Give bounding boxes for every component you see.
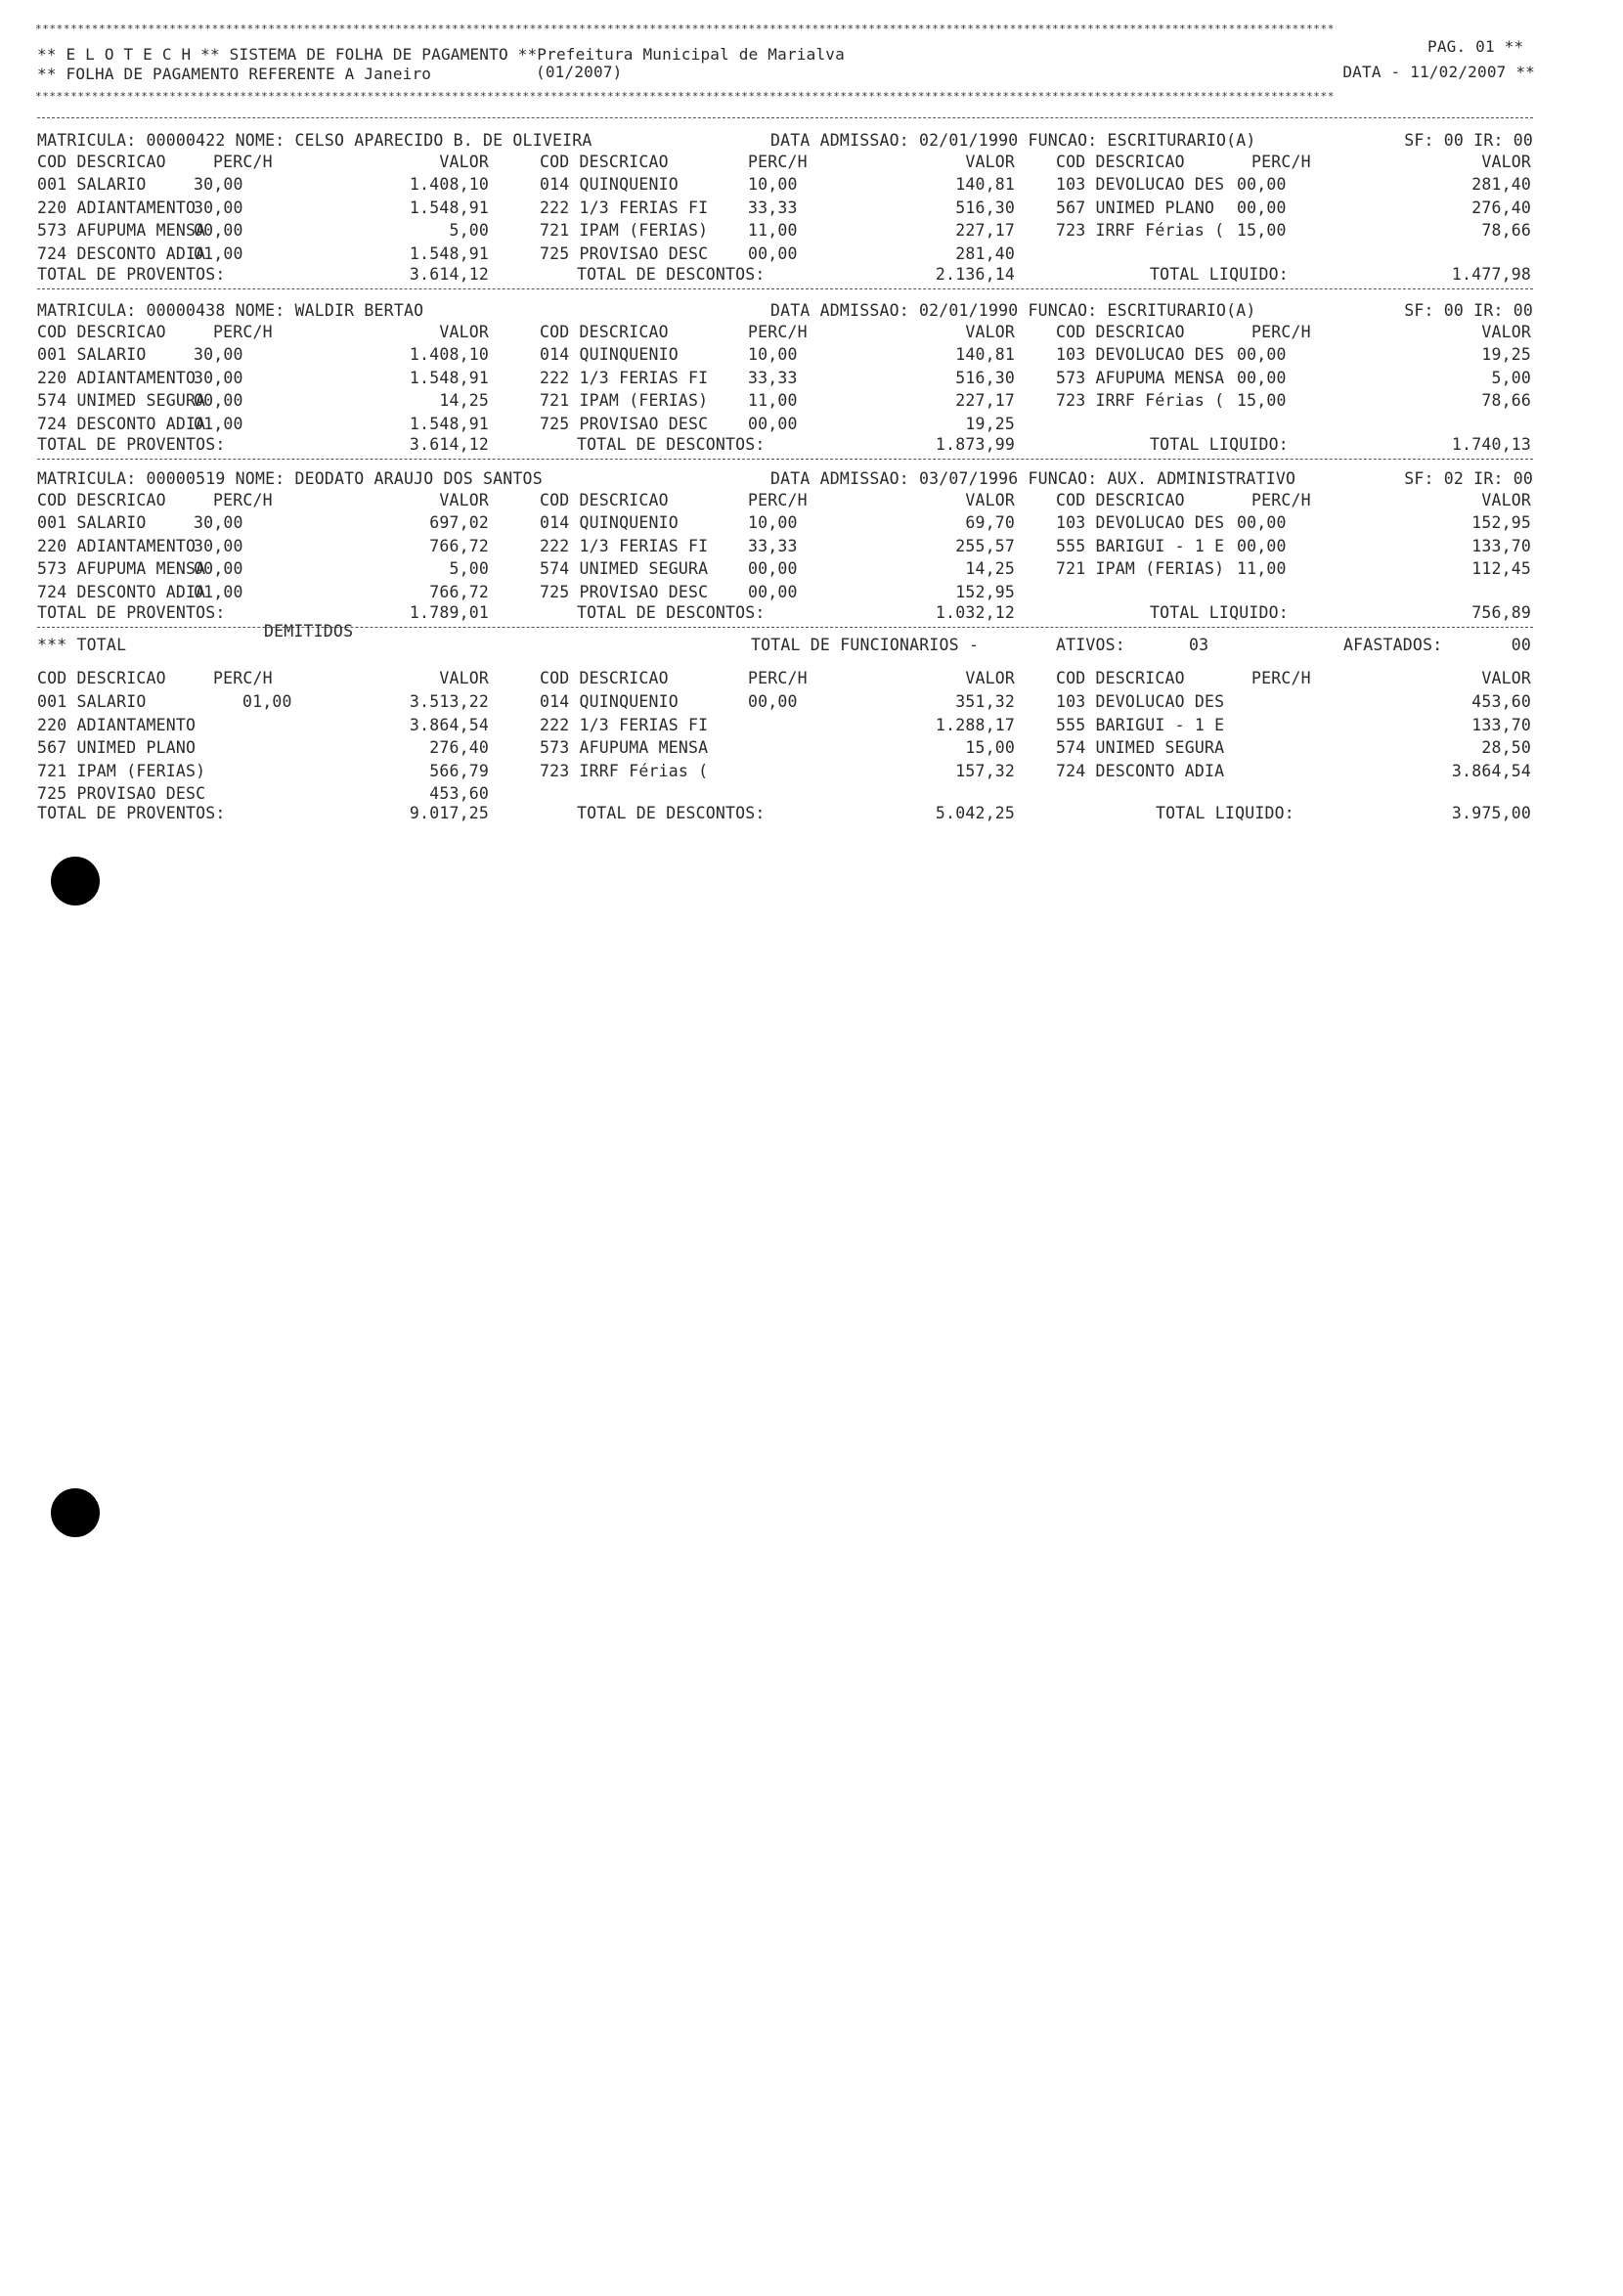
summary-desconto-valor: 133,70	[1471, 715, 1531, 734]
desconto-valor: 516,30	[955, 198, 1015, 217]
desconto-desc: 723 IRRF Férias (	[1056, 391, 1225, 410]
col-header-valor: VALOR	[1481, 323, 1531, 341]
total-liquido-value: 756,89	[1471, 603, 1531, 622]
col-header-cod-descricao: COD DESCRICAO	[37, 323, 166, 341]
desconto-valor: 152,95	[1471, 513, 1531, 532]
summary-provento-desc: 001 SALARIO	[37, 692, 147, 711]
col-header-perc: PERC/H	[1251, 153, 1311, 171]
desconto-valor: 255,57	[955, 536, 1015, 555]
summary-total-proventos-value: 9.017,25	[409, 803, 489, 822]
employee-sf-ir: SF: 00 IR: 00	[1404, 301, 1533, 320]
summary-desconto-valor: 3.864,54	[1451, 761, 1531, 780]
col-header-valor: VALOR	[1481, 669, 1531, 687]
section-divider	[37, 459, 1533, 460]
desconto-valor: 112,45	[1471, 559, 1531, 578]
desconto-perc: 10,00	[748, 175, 798, 194]
summary-total-descontos-value: 5.042,25	[935, 803, 1015, 822]
total-liquido-value: 1.740,13	[1451, 435, 1531, 454]
col-header-perc: PERC/H	[213, 323, 273, 341]
provento-desc: 220 ADIANTAMENTO	[37, 536, 197, 555]
desconto-valor: 516,30	[955, 368, 1015, 387]
desconto-perc: 11,00	[1237, 559, 1287, 578]
total-liquido-label: TOTAL LIQUIDO:	[1150, 265, 1289, 284]
desconto-valor: 140,81	[955, 345, 1015, 364]
provento-valor: 1.548,91	[409, 414, 489, 433]
total-proventos-label: TOTAL DE PROVENTOS:	[37, 435, 226, 454]
provento-valor: 5,00	[449, 221, 489, 240]
provento-valor: 697,02	[429, 513, 489, 532]
col-header-perc: PERC/H	[1251, 669, 1311, 687]
desconto-desc: 103 DEVOLUCAO DES	[1056, 345, 1225, 364]
col-header-cod-descricao: COD DESCRICAO	[37, 491, 166, 509]
provento-desc: 220 ADIANTAMENTO	[37, 198, 197, 217]
summary-desconto-desc: 014 QUINQUENIO	[540, 692, 679, 711]
summary-desconto-desc: 222 1/3 FERIAS FI	[540, 715, 709, 734]
col-header-perc: PERC/H	[213, 153, 273, 171]
total-descontos-value: 1.032,12	[935, 603, 1015, 622]
col-header-cod-descricao: COD DESCRICAO	[540, 491, 669, 509]
provento-desc: 001 SALARIO	[37, 513, 147, 532]
provento-valor: 1.408,10	[409, 175, 489, 194]
col-header-valor: VALOR	[1481, 153, 1531, 171]
desconto-desc: 014 QUINQUENIO	[540, 513, 679, 532]
desconto-perc: 00,00	[748, 559, 798, 578]
total-proventos-value: 3.614,12	[409, 265, 489, 284]
summary-desconto-desc: 555 BARIGUI - 1 E	[1056, 715, 1225, 734]
employee-matricula: MATRICULA: 00000422 NOME: CELSO APARECIDO B. DE OLIVEIRA	[37, 131, 592, 150]
desconto-perc: 10,00	[748, 513, 798, 532]
total-descontos-value: 1.873,99	[935, 435, 1015, 454]
desconto-perc: 00,00	[1237, 345, 1287, 364]
col-header-perc: PERC/H	[213, 669, 273, 687]
desconto-desc: 567 UNIMED PLANO	[1056, 198, 1215, 217]
provento-valor: 1.408,10	[409, 345, 489, 364]
col-header-perc: PERC/H	[1251, 323, 1311, 341]
desconto-valor: 276,40	[1471, 198, 1531, 217]
total-proventos-label: TOTAL DE PROVENTOS:	[37, 265, 226, 284]
desconto-valor: 227,17	[955, 221, 1015, 240]
desconto-valor: 227,17	[955, 391, 1015, 410]
col-header-perc: PERC/H	[748, 323, 808, 341]
desconto-desc: 573 AFUPUMA MENSA	[1056, 368, 1225, 387]
provento-valor: 14,25	[439, 391, 489, 410]
desconto-desc: 725 PROVISAO DESC	[540, 243, 709, 263]
desconto-desc: 014 QUINQUENIO	[540, 175, 679, 194]
page-number: PAG. 01 **	[1427, 37, 1524, 56]
provento-perc: 01,00	[194, 414, 243, 433]
summary-provento-valor: 3.864,54	[409, 715, 489, 734]
summary-demitidos-label: DEMITIDOS	[264, 622, 354, 640]
col-header-perc: PERC/H	[1251, 491, 1311, 509]
summary-total-label: *** TOTAL	[37, 636, 127, 654]
desconto-perc: 00,00	[748, 582, 798, 601]
divider	[37, 117, 1533, 118]
provento-perc: 01,00	[194, 243, 243, 263]
provento-perc: 30,00	[194, 198, 243, 217]
provento-valor: 1.548,91	[409, 243, 489, 263]
col-header-valor: VALOR	[1481, 491, 1531, 509]
desconto-desc: 721 IPAM (FERIAS)	[540, 391, 709, 410]
provento-perc: 30,00	[194, 513, 243, 532]
summary-provento-desc: 220 ADIANTAMENTO	[37, 715, 197, 734]
desconto-valor: 281,40	[955, 243, 1015, 263]
desconto-perc: 33,33	[748, 536, 798, 555]
provento-valor: 766,72	[429, 582, 489, 601]
summary-provento-desc: 567 UNIMED PLANO	[37, 738, 197, 757]
summary-provento-valor: 566,79	[429, 761, 489, 780]
summary-total-liquido-value: 3.975,00	[1451, 803, 1531, 822]
employee-sf-ir: SF: 00 IR: 00	[1404, 131, 1533, 150]
provento-valor: 1.548,91	[409, 198, 489, 217]
summary-ativos-value: 03	[1189, 636, 1209, 654]
col-header-valor: VALOR	[439, 153, 489, 171]
summary-desconto-desc: 103 DEVOLUCAO DES	[1056, 692, 1225, 711]
provento-desc: 001 SALARIO	[37, 345, 147, 364]
provento-perc: 00,00	[194, 559, 243, 578]
provento-desc: 724 DESCONTO ADIA	[37, 243, 206, 263]
provento-valor: 5,00	[449, 559, 489, 578]
desconto-valor: 69,70	[965, 513, 1015, 532]
desconto-valor: 140,81	[955, 175, 1015, 194]
reference-period: (01/2007)	[536, 63, 623, 81]
desconto-desc: 222 1/3 FERIAS FI	[540, 536, 709, 555]
provento-desc: 573 AFUPUMA MENSA	[37, 559, 206, 578]
desconto-desc: 103 DEVOLUCAO DES	[1056, 175, 1225, 194]
provento-desc: 573 AFUPUMA MENSA	[37, 221, 206, 240]
col-header-cod-descricao: COD DESCRICAO	[540, 669, 669, 687]
summary-provento-perc: 01,00	[242, 692, 292, 711]
employee-matricula: MATRICULA: 00000438 NOME: WALDIR BERTAO	[37, 301, 424, 320]
summary-afastados-label: AFASTADOS:	[1343, 636, 1443, 654]
provento-valor: 766,72	[429, 536, 489, 555]
total-proventos-value: 1.789,01	[409, 603, 489, 622]
summary-desconto-valor: 351,32	[955, 692, 1015, 711]
desconto-valor: 78,66	[1481, 221, 1531, 240]
desconto-perc: 15,00	[1237, 391, 1287, 410]
summary-desconto-valor: 1.288,17	[935, 715, 1015, 734]
summary-total-proventos-label: TOTAL DE PROVENTOS:	[37, 803, 226, 822]
total-descontos-label: TOTAL DE DESCONTOS:	[577, 603, 766, 622]
desconto-desc: 222 1/3 FERIAS FI	[540, 368, 709, 387]
col-header-cod-descricao: COD DESCRICAO	[37, 669, 166, 687]
star-border-bottom: ****************************************************************************************************************************************************************************************	[35, 91, 1335, 103]
provento-desc: 220 ADIANTAMENTO	[37, 368, 197, 387]
desconto-desc: 222 1/3 FERIAS FI	[540, 198, 709, 217]
col-header-cod-descricao: COD DESCRICAO	[1056, 491, 1185, 509]
print-date: DATA - 11/02/2007 **	[1342, 63, 1535, 81]
total-descontos-label: TOTAL DE DESCONTOS:	[577, 265, 766, 284]
desconto-desc: 725 PROVISAO DESC	[540, 414, 709, 433]
summary-afastados-value: 00	[1511, 636, 1531, 654]
desconto-perc: 00,00	[1237, 198, 1287, 217]
col-header-cod-descricao: COD DESCRICAO	[1056, 669, 1185, 687]
col-header-cod-descricao: COD DESCRICAO	[37, 153, 166, 171]
col-header-cod-descricao: COD DESCRICAO	[540, 153, 669, 171]
col-header-perc: PERC/H	[213, 491, 273, 509]
provento-perc: 01,00	[194, 582, 243, 601]
summary-desconto-valor: 28,50	[1481, 738, 1531, 757]
desconto-valor: 19,25	[1481, 345, 1531, 364]
provento-perc: 30,00	[194, 345, 243, 364]
total-descontos-value: 2.136,14	[935, 265, 1015, 284]
summary-total-descontos-label: TOTAL DE DESCONTOS:	[577, 803, 766, 822]
col-header-perc: PERC/H	[748, 669, 808, 687]
desconto-perc: 00,00	[1237, 536, 1287, 555]
desconto-desc: 725 PROVISAO DESC	[540, 582, 709, 601]
col-header-valor: VALOR	[965, 153, 1015, 171]
summary-ativos-label: ATIVOS:	[1056, 636, 1125, 654]
provento-perc: 30,00	[194, 536, 243, 555]
desconto-valor: 152,95	[955, 582, 1015, 601]
summary-provento-valor: 3.513,22	[409, 692, 489, 711]
desconto-valor: 78,66	[1481, 391, 1531, 410]
desconto-desc: 723 IRRF Férias (	[1056, 221, 1225, 240]
col-header-cod-descricao: COD DESCRICAO	[540, 323, 669, 341]
provento-desc: 724 DESCONTO ADIA	[37, 582, 206, 601]
summary-desconto-desc: 573 AFUPUMA MENSA	[540, 738, 709, 757]
total-descontos-label: TOTAL DE DESCONTOS:	[577, 435, 766, 454]
provento-desc: 574 UNIMED SEGURA	[37, 391, 206, 410]
col-header-valor: VALOR	[965, 323, 1015, 341]
desconto-perc: 00,00	[1237, 513, 1287, 532]
desconto-desc: 721 IPAM (FERIAS)	[540, 221, 709, 240]
summary-desconto-desc: 574 UNIMED SEGURA	[1056, 738, 1225, 757]
employee-admissao: DATA ADMISSAO: 03/07/1996 FUNCAO: AUX. ADMINISTRATIVO	[770, 469, 1296, 488]
provento-perc: 00,00	[194, 391, 243, 410]
col-header-valor: VALOR	[439, 669, 489, 687]
provento-perc: 30,00	[194, 175, 243, 194]
desconto-valor: 14,25	[965, 559, 1015, 578]
summary-funcionarios-label: TOTAL DE FUNCIONARIOS -	[751, 636, 980, 654]
summary-desconto-perc: 00,00	[748, 692, 798, 711]
total-liquido-value: 1.477,98	[1451, 265, 1531, 284]
provento-desc: 001 SALARIO	[37, 175, 147, 194]
desconto-perc: 33,33	[748, 368, 798, 387]
col-header-cod-descricao: COD DESCRICAO	[1056, 323, 1185, 341]
desconto-valor: 19,25	[965, 414, 1015, 433]
desconto-desc: 014 QUINQUENIO	[540, 345, 679, 364]
employee-sf-ir: SF: 02 IR: 00	[1404, 469, 1533, 488]
punch-hole	[51, 857, 100, 905]
summary-desconto-valor: 157,32	[955, 761, 1015, 780]
total-liquido-label: TOTAL LIQUIDO:	[1150, 603, 1289, 622]
summary-total-liquido-label: TOTAL LIQUIDO:	[1156, 803, 1294, 822]
col-header-perc: PERC/H	[748, 491, 808, 509]
desconto-valor: 5,00	[1491, 368, 1531, 387]
total-liquido-label: TOTAL LIQUIDO:	[1150, 435, 1289, 454]
desconto-desc: 103 DEVOLUCAO DES	[1056, 513, 1225, 532]
system-title: ** E L O T E C H ** SISTEMA DE FOLHA DE PAGAMENTO **Prefeitura Municipal de Marialva	[37, 45, 845, 64]
employee-admissao: DATA ADMISSAO: 02/01/1990 FUNCAO: ESCRITURARIO(A)	[770, 301, 1256, 320]
desconto-perc: 00,00	[748, 243, 798, 263]
summary-provento-desc: 721 IPAM (FERIAS)	[37, 761, 206, 780]
provento-perc: 00,00	[194, 221, 243, 240]
summary-desconto-desc: 723 IRRF Férias (	[540, 761, 709, 780]
desconto-perc: 00,00	[748, 414, 798, 433]
section-divider	[37, 627, 1533, 628]
employee-matricula: MATRICULA: 00000519 NOME: DEODATO ARAUJO DOS SANTOS	[37, 469, 543, 488]
desconto-perc: 33,33	[748, 198, 798, 217]
punch-hole	[51, 1488, 100, 1537]
summary-desconto-valor: 15,00	[965, 738, 1015, 757]
desconto-desc: 574 UNIMED SEGURA	[540, 559, 709, 578]
summary-provento-valor: 453,60	[429, 784, 489, 803]
desconto-perc: 00,00	[1237, 368, 1287, 387]
desconto-perc: 00,00	[1237, 175, 1287, 194]
desconto-valor: 281,40	[1471, 175, 1531, 194]
total-proventos-value: 3.614,12	[409, 435, 489, 454]
col-header-cod-descricao: COD DESCRICAO	[1056, 153, 1185, 171]
provento-perc: 30,00	[194, 368, 243, 387]
desconto-desc: 555 BARIGUI - 1 E	[1056, 536, 1225, 555]
col-header-valor: VALOR	[439, 491, 489, 509]
desconto-perc: 11,00	[748, 391, 798, 410]
provento-valor: 1.548,91	[409, 368, 489, 387]
reference-month: ** FOLHA DE PAGAMENTO REFERENTE A Janeiro	[37, 65, 432, 83]
summary-provento-valor: 276,40	[429, 738, 489, 757]
provento-desc: 724 DESCONTO ADIA	[37, 414, 206, 433]
summary-desconto-desc: 724 DESCONTO ADIA	[1056, 761, 1225, 780]
employee-admissao: DATA ADMISSAO: 02/01/1990 FUNCAO: ESCRITURARIO(A)	[770, 131, 1256, 150]
desconto-perc: 15,00	[1237, 221, 1287, 240]
summary-desconto-valor: 453,60	[1471, 692, 1531, 711]
desconto-perc: 10,00	[748, 345, 798, 364]
col-header-valor: VALOR	[965, 491, 1015, 509]
star-border-top: ****************************************************************************************************************************************************************************************	[35, 23, 1335, 35]
col-header-valor: VALOR	[965, 669, 1015, 687]
section-divider	[37, 288, 1533, 289]
total-proventos-label: TOTAL DE PROVENTOS:	[37, 603, 226, 622]
desconto-valor: 133,70	[1471, 536, 1531, 555]
desconto-desc: 721 IPAM (FERIAS)	[1056, 559, 1225, 578]
summary-provento-desc: 725 PROVISAO DESC	[37, 784, 206, 803]
desconto-perc: 11,00	[748, 221, 798, 240]
col-header-valor: VALOR	[439, 323, 489, 341]
col-header-perc: PERC/H	[748, 153, 808, 171]
